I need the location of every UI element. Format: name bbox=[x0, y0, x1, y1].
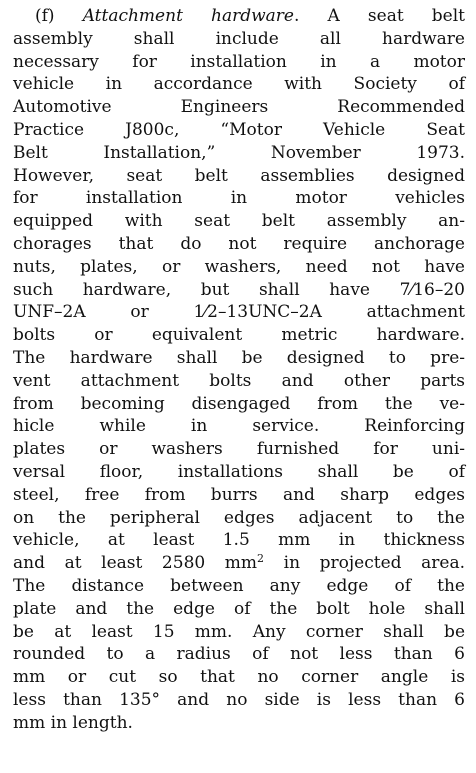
paragraph-line: chorages that do not require anchorage bbox=[13, 233, 465, 254]
paragraph-line: The distance between any edge of the bbox=[13, 575, 465, 596]
section-heading: Attachment hardware bbox=[82, 6, 294, 26]
paragraph-line: mm or cut so that no corner angle is bbox=[13, 667, 465, 688]
paragraph-line: vent attachment bolts and other parts bbox=[13, 370, 465, 391]
paragraph-line: from becoming disengaged from the ve- bbox=[13, 393, 465, 414]
section-marker: (f) bbox=[35, 6, 55, 26]
paragraph-line: Automotive Engineers Recommended bbox=[13, 97, 465, 118]
paragraph-line: steel, free from burrs and sharp edges bbox=[13, 484, 465, 505]
paragraph-line: versal floor, installations shall be of bbox=[13, 461, 465, 482]
section-paragraph bbox=[13, 5, 465, 735]
paragraph-line: Belt Installation,” November 1973. bbox=[13, 142, 465, 163]
line-text: A seat belt bbox=[327, 6, 465, 26]
paragraph-line: Practice J800c, “Motor Vehicle Seat bbox=[13, 119, 465, 140]
paragraph-line: bolts or equivalent metric hardware. bbox=[13, 325, 465, 346]
heading-punctuation: . bbox=[293, 6, 300, 26]
paragraph-line bbox=[13, 5, 465, 28]
paragraph-line: mm in length. bbox=[13, 712, 133, 733]
paragraph-line: nuts, plates, or washers, need not have bbox=[13, 256, 465, 277]
paragraph-line: plate and the edge of the bolt hole shall bbox=[13, 598, 465, 619]
superscript-two: 2 bbox=[257, 552, 265, 566]
paragraph-line: necessary for installation in a motor bbox=[13, 51, 465, 72]
paragraph-line: However, seat belt assemblies designed bbox=[13, 165, 465, 186]
paragraph-line: for installation in motor vehicles bbox=[13, 188, 465, 209]
paragraph-line: UNF–2A or 1⁄2–13UNC–2A attachment bbox=[13, 302, 465, 323]
paragraph-line: on the peripheral edges adjacent to the bbox=[13, 507, 465, 528]
paragraph-line: The hardware shall be designed to pre- bbox=[13, 347, 465, 368]
paragraph-line: hicle while in service. Reinforcing bbox=[13, 416, 465, 437]
paragraph-line: plates or washers furnished for uni- bbox=[13, 439, 465, 460]
paragraph-line: rounded to a radius of not less than 6 bbox=[13, 644, 465, 665]
paragraph-line: assembly shall include all hardware bbox=[13, 28, 465, 49]
paragraph-line bbox=[13, 552, 465, 575]
area-text-end: in projected area. bbox=[264, 553, 465, 574]
area-text: and at least 2580 mm bbox=[13, 553, 258, 574]
paragraph-line: equipped with seat belt assembly an- bbox=[13, 211, 465, 232]
paragraph-line: such hardware, but shall have 7⁄16–20 bbox=[13, 279, 465, 300]
paragraph-line: vehicle in accordance with Society of bbox=[13, 74, 465, 95]
paragraph-line: vehicle, at least 1.5 mm in thickness bbox=[13, 530, 465, 551]
paragraph-line: less than 135° and no side is less than 6 bbox=[13, 689, 465, 710]
paragraph-line: be at least 15 mm. Any corner shall be bbox=[13, 621, 465, 642]
